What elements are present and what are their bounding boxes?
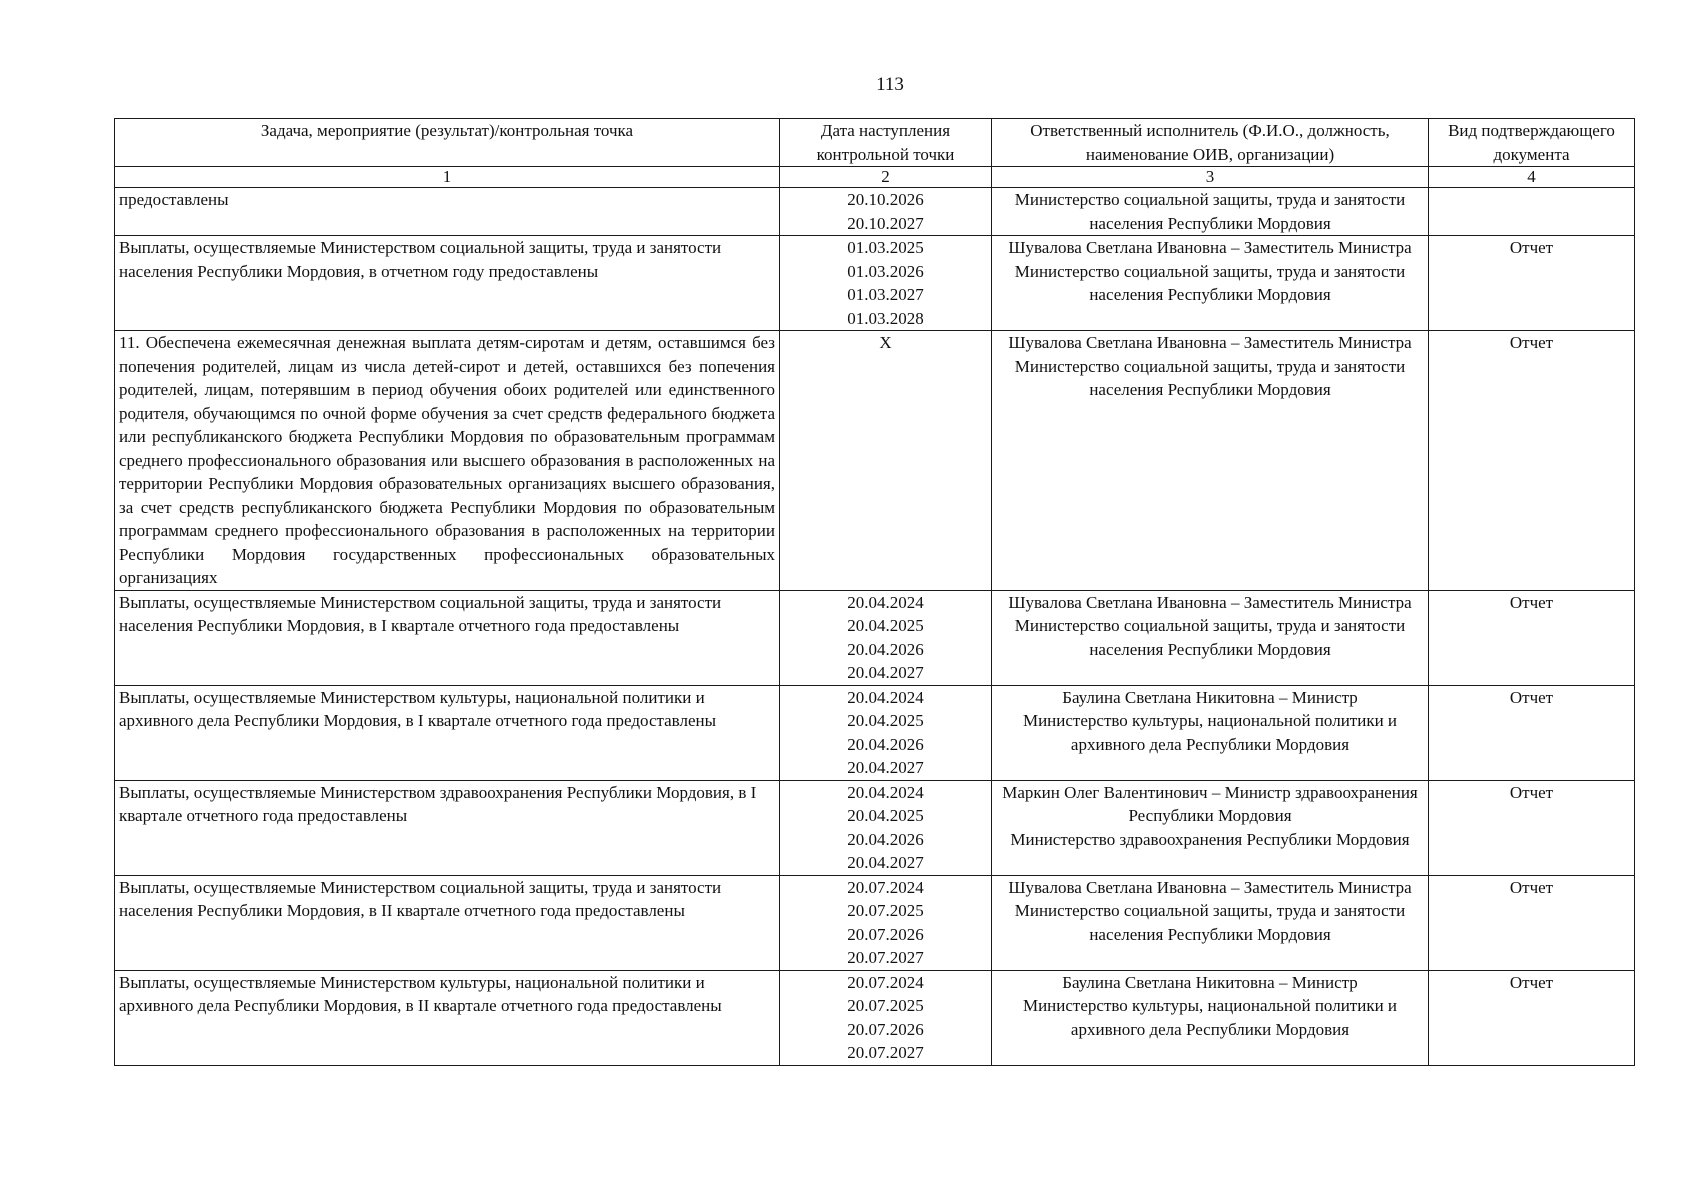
date-value: 20.07.2026: [847, 1019, 924, 1039]
responsible-line: Министерство культуры, национальной политики и архивного дела Республики Мордовия: [1022, 996, 1398, 1039]
responsible-line: Баулина Светлана Никитовна – Министр: [1062, 687, 1358, 707]
responsible-cell: [992, 685, 1429, 780]
responsible-line: Министерство социальной защиты, труда и занятости населения Республики Мордовия: [1014, 261, 1406, 304]
date-value: 01.03.2027: [847, 285, 924, 304]
header-row: [115, 119, 1635, 167]
document-cell: Отчет: [1429, 685, 1635, 780]
dates-cell: [780, 875, 992, 970]
document-cell: [1429, 188, 1635, 236]
document-cell: Отчет: [1429, 780, 1635, 875]
responsible-line: Шувалова Светлана Ивановна – Заместитель Министра: [1008, 877, 1412, 897]
document-cell: Отчет: [1429, 236, 1635, 331]
responsible-line: Министерство социальной защиты, труда и занятости населения Республики Мордовия: [1014, 616, 1406, 659]
dates-cell: [780, 780, 992, 875]
responsible-cell: [992, 780, 1429, 875]
date-value: 20.04.2027: [847, 853, 924, 872]
table-row: [115, 236, 1635, 331]
responsible-line: Министерство культуры, национальной политики и архивного дела Республики Мордовия: [1022, 711, 1398, 754]
dates-cell: [780, 685, 992, 780]
table-row: [115, 590, 1635, 685]
date-value: 20.07.2025: [847, 901, 924, 920]
date-value: 20.07.2024: [847, 877, 924, 897]
date-value: 20.04.2027: [847, 758, 924, 777]
column-number: 3: [992, 167, 1429, 188]
table-row: [115, 970, 1635, 1065]
table-body: [115, 188, 1635, 1066]
task-cell: Выплаты, осуществляемые Министерством социальной защиты, труда и занятости населения Республики Мордовия, в отчетном году предоставлены: [115, 236, 780, 331]
dates-cell: [780, 970, 992, 1065]
task-cell: Выплаты, осуществляемые Министерством культуры, национальной политики и архивного дела Республики Мордовия, в I квартале отчетного года предоставлены: [115, 685, 780, 780]
date-value: X: [879, 333, 892, 352]
date-value: 20.07.2027: [847, 948, 924, 967]
date-value: 20.04.2025: [847, 616, 924, 635]
date-value: 01.03.2025: [847, 238, 924, 257]
task-cell: Выплаты, осуществляемые Министерством социальной защиты, труда и занятости населения Республики Мордовия, в I квартале отчетного года предоставлены: [115, 590, 780, 685]
date-value: 20.04.2026: [847, 734, 924, 754]
task-cell: 11. Обеспечена ежемесячная денежная выплата детям-сиротам и детям, оставшимся без попечения родителей, лицам из числа детей-сирот и детей, оставшихся без попечения родителей, лицам, потерявшим в период обучения обоих родителей или единственного родителя, обучающимся по очной форме обучения за счет средств федерального бюджета или республиканского бюджета Республики Мордовия по образовательным программам среднего профессионального образования или высшего образования в расположенных на территории Республики Мордовия образовательных организациях высшего образования, за счет средств республиканского бюджета Республики Мордовия по образовательным программам среднего профессионального образования в расположенных на территории Республики Мордовия государственных профессиональных образовательных организациях: [115, 331, 780, 591]
control-points-table: [114, 118, 1635, 1066]
task-cell: Выплаты, осуществляемые Министерством социальной защиты, труда и занятости населения Республики Мордовия, в II квартале отчетного года предоставлены: [115, 875, 780, 970]
date-value: 20.10.2027: [847, 213, 924, 233]
responsible-line: Министерство здравоохранения Республики Мордовия: [1010, 829, 1410, 849]
date-value: 01.03.2026: [847, 261, 924, 281]
responsible-line: Шувалова Светлана Ивановна – Заместитель Министра: [1008, 592, 1412, 612]
document-cell: Отчет: [1429, 590, 1635, 685]
date-value: 20.04.2025: [847, 806, 924, 825]
responsible-cell: [992, 875, 1429, 970]
header-task: Задача, мероприятие (результат)/контрольная точка: [115, 119, 780, 167]
table-row: [115, 875, 1635, 970]
table-row: [115, 685, 1635, 780]
document-cell: Отчет: [1429, 875, 1635, 970]
table-row: [115, 188, 1635, 236]
responsible-line: Маркин Олег Валентинович – Министр здравоохранения Республики Мордовия: [1002, 782, 1418, 825]
dates-cell: [780, 236, 992, 331]
date-value: 20.10.2026: [847, 190, 924, 209]
date-value: 20.04.2026: [847, 639, 924, 659]
responsible-line: Шувалова Светлана Ивановна – Заместитель Министра: [1008, 238, 1412, 257]
responsible-line: Баулина Светлана Никитовна – Министр: [1062, 972, 1358, 992]
document-cell: Отчет: [1429, 331, 1635, 591]
header-document: Вид подтверждающего документа: [1429, 119, 1635, 167]
date-value: 20.07.2024: [847, 972, 924, 992]
date-value: 20.04.2026: [847, 829, 924, 849]
date-value: 01.03.2028: [847, 308, 924, 328]
date-value: 20.04.2024: [847, 592, 924, 612]
task-cell: Выплаты, осуществляемые Министерством здравоохранения Республики Мордовия, в I квартале отчетного года предоставлены: [115, 780, 780, 875]
responsible-line: Министерство социальной защиты, труда и занятости населения Республики Мордовия: [1014, 190, 1406, 233]
column-number: 4: [1429, 167, 1635, 188]
document-cell: Отчет: [1429, 970, 1635, 1065]
responsible-cell: [992, 590, 1429, 685]
dates-cell: [780, 331, 992, 591]
date-value: 20.04.2024: [847, 687, 924, 707]
dates-cell: [780, 188, 992, 236]
table-header: [115, 119, 1635, 188]
responsible-line: Министерство социальной защиты, труда и занятости населения Республики Мордовия: [1014, 356, 1406, 399]
date-value: 20.04.2024: [847, 782, 924, 802]
responsible-cell: [992, 188, 1429, 236]
column-numbers-row: [115, 167, 1635, 188]
task-cell: Выплаты, осуществляемые Министерством культуры, национальной политики и архивного дела Республики Мордовия, в II квартале отчетного года предоставлены: [115, 970, 780, 1065]
table-row: [115, 331, 1635, 591]
header-responsible: Ответственный исполнитель (Ф.И.О., должность, наименование ОИВ, организации): [992, 119, 1429, 167]
responsible-cell: [992, 331, 1429, 591]
date-value: 20.04.2025: [847, 711, 924, 730]
responsible-cell: [992, 236, 1429, 331]
column-number: 1: [115, 167, 780, 188]
responsible-line: Министерство социальной защиты, труда и занятости населения Республики Мордовия: [1014, 901, 1406, 944]
dates-cell: [780, 590, 992, 685]
responsible-cell: [992, 970, 1429, 1065]
date-value: 20.07.2027: [847, 1043, 924, 1062]
responsible-line: Шувалова Светлана Ивановна – Заместитель Министра: [1008, 333, 1412, 352]
header-date: Дата наступления контрольной точки: [780, 119, 992, 167]
table-row: [115, 780, 1635, 875]
page-number: 113: [876, 74, 904, 95]
date-value: 20.04.2027: [847, 663, 924, 682]
task-cell: предоставлены: [115, 188, 780, 236]
column-number: 2: [780, 167, 992, 188]
date-value: 20.07.2026: [847, 924, 924, 944]
date-value: 20.07.2025: [847, 996, 924, 1015]
